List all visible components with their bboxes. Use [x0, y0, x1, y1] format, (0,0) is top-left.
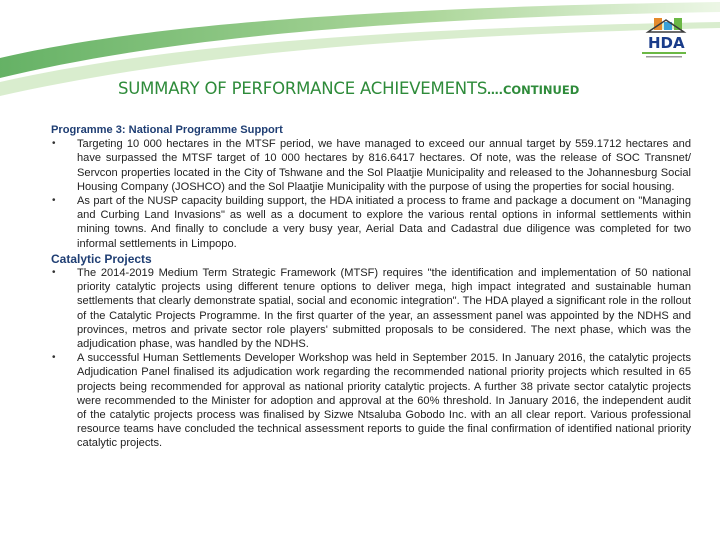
programme-3-bullet-list — [51, 137, 691, 251]
bullet-item: • As part of the NUSP capacity building support, the HDA initiated a process to frame and package a document on "Managing and Curbing Land Invasions" as well as a document to explore the various rental options in informal settlements within mining towns. And finally to conclude a very busy year, Aerial Data and Cadastral due diligence was completed for two informal settlements in Limpopo. — [51, 194, 691, 251]
section-heading-catalytic-projects: Catalytic Projects — [51, 251, 152, 266]
slide-body — [51, 123, 691, 451]
section-heading-programme-3: Programme 3: National Programme Support — [51, 124, 283, 136]
house-icon — [628, 14, 698, 62]
logo-text: HDA — [648, 34, 685, 52]
title-suffix: ….CONTINUED — [487, 83, 580, 97]
bullet-item: • Targeting 10 000 hectares in the MTSF period, we have managed to exceed our annual target by 559.1712 hectares and have surpassed the MTSF target of 10 000 hectares by 816.6417 hectares. Of note, was the release of SOC Transnet/ Servcon properties located in the City of Tshwane and the Sol Plaatjie Municipality and released to the Johannesburg Social Housing Company (JOSHCO) and the Sol Plaatjie Municipality with the purpose of using the properties for social housing. — [51, 137, 691, 194]
catalytic-projects-bullet-list — [51, 266, 691, 451]
page-title — [118, 79, 708, 98]
bullet-item: • The 2014-2019 Medium Term Strategic Framework (MTSF) requires "the identification and implementation of 50 national priority catalytic projects using different tenure options to deliver mega, high impact integrated and sustainable human settlements that clearly demonstrate spatial, social and economic integration". The HDA played a significant role in the rollout of the Catalytic Projects Programme. In the first quarter of the year, an assessment panel was appointed by the NDHS and provinces, metros and private sector role players' submitted proposals to be considered. The next phase, which was the adjudication phase, was handled by the NDHS. — [51, 266, 691, 351]
title-main: SUMMARY OF PERFORMANCE ACHIEVEMENTS — [118, 79, 488, 98]
bullet-item: • A successful Human Settlements Developer Workshop was held in September 2015. In January 2016, the catalytic projects Adjudication Panel finalised its adjudication work regarding the recommended national priority projects which resulted in 65 projects being recommended for approval as national priority catalytic projects. A further 38 private sector catalytic projects were recommended to the Minister for adoption and approval at the 60% threshold. In January 2016, the independent audit of the catalytic projects process was finalised by Sizwe Ntsaluba Gobodo Inc. with an all clear report. Various professional resource teams have concluded the technical assessment reports to guide the final confirmation of identified national priority catalytic projects. — [51, 351, 691, 450]
hda-logo — [628, 14, 698, 62]
